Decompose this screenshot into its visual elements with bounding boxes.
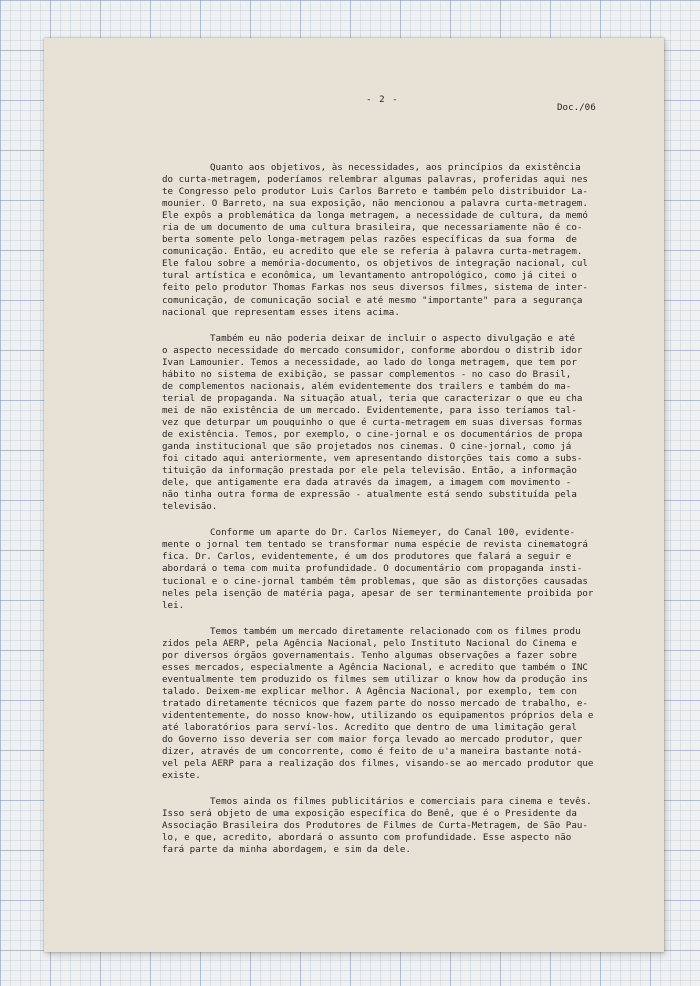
text-line: até laboratórios para serví-los. Acredito que dentro de uma limitação geral [162,722,577,734]
text-line: zidos pela AERP, pela Agência Nacional, pelo Instituto Nacional do Cinema e [162,637,577,649]
text-line: de existência. Temos, por exemplo, o cine-jornal e os documentários de propa [162,428,583,440]
text-line: televisão. [162,501,218,513]
text-line: neles pela isenção de matéria paga, apesar de ser terminantemente proibida por [162,587,594,599]
text-line: tituição da informação prestada por ele pela televisão. Então, a informação [162,465,577,477]
text-line: tural artística e econômica, um levantamento antropológico, como já citei o [162,270,577,282]
document-body [162,162,682,870]
text-line: vel pela AERP para a realização dos filmes, visando-se ao mercado produtor que [162,758,594,770]
paragraph-4 [162,626,682,783]
page-number: - 2 - [366,94,399,105]
document-reference: Doc./06 [557,102,596,113]
text-line: Também eu não poderia deixar de incluir o aspecto divulgação e até [210,332,576,344]
text-line: talado. Deixem-me explicar melhor. A Agência Nacional, por exemplo, tem con [162,685,577,697]
text-line: não tinha outra forma de expressão - atualmente está sendo substituída pela [162,489,577,501]
text-line: Temos ainda os filmes publicitários e comerciais para cinema e tevês. [210,796,592,808]
text-line: por diversos órgãos governamentais. Tenho algumas observações a fazer sobre [162,649,577,661]
text-line: hábito no sistema de exibição, se passar complementos - no caso do Brasil, [162,368,572,380]
text-line: vidententemente, do nosso know-how, utilizando os equipamentos próprios dela e [162,709,594,721]
text-line: do curta-metragem, poderíamos relembrar algumas palavras, proferidas aqui nes [162,174,588,186]
text-line: dizer, através de um concorrente, como é feito de u'a maneira bastante notá- [162,746,583,758]
text-line: Ivan Lamounier. Temos a necessidade, ao lado do longa metragem, que tem por [162,356,577,368]
document-page [44,38,664,952]
text-line: do Governo isso deveria ser com maior força levado ao mercado produtor, quer [162,734,583,746]
text-line: ganda institucional que são projetados nos cinemas. O cine-jornal, como já [162,441,572,453]
paragraph-2 [162,333,682,514]
text-line: Associação Brasileira dos Produtores de Filmes de Curta-Metragem, de São Pau- [162,820,588,832]
text-line: tratado diretamente técnicos que fazem parte do nosso mercado de trabalho, e- [162,697,588,709]
text-line: berta somente pelo longa-metragem pelas razões específicas da sua forma de [162,234,577,246]
text-line: mei de não existência de um mercado. Evidentemente, para isso teríamos tal- [162,404,577,416]
text-line: comunicação, de comunicação social e até mesmo "importante" para a segurança [162,294,583,306]
text-line: eventualmente tem produzido os filmes sem utilizar o know how da produção ins [162,673,588,685]
text-line: Temos também um mercado diretamente relacionado com os filmes produ [210,625,581,637]
text-line: mente o jornal tem tentado se transformar numa espécie de revista cinematográ [162,539,588,551]
text-line: nacional que representam esses itens acima. [162,306,400,318]
text-line: comunicação. Então, eu acredito que ele se referia à palavra curta-metragem. [162,246,583,258]
text-line: Quanto aos objetivos, às necessidades, aos princípios da existência [210,162,581,173]
text-line: feito pelo produtor Thomas Farkas nos seus diversos filmes, sistema de inter- [162,282,588,294]
text-line: esses mercados, especialmente a Agência Nacional, e acredito que também o INC [162,661,588,673]
text-line: te Congresso pelo produtor Luis Carlos Barreto e também pelo distribuidor La- [162,186,588,198]
text-line: Ele falou sobre a memória-documento, os objetivos de integração nacional, cul [162,258,588,270]
text-line: o aspecto necessidade do mercado consumidor, conforme abordou o distrib idor [162,344,583,356]
text-line: fará parte da minha abordagem, e sim da dele. [162,844,411,856]
text-line: vez que deturpar um pouquinho o que é curta-metragem em suas diversas formas [162,416,583,428]
text-line: ria de um documento de uma cultura brasileira, que necessariamente não é co- [162,222,583,234]
text-line: Ele expôs a problemática da longa metragem, a necessidade de cultura, da memó [162,210,588,222]
paragraph-1 [162,162,682,319]
text-line: lo, e que, acredito, abordará o assunto com profundidade. Esse aspecto não [162,832,572,844]
text-line: fica. Dr. Carlos, evidentemente, é um dos produtores que falará a seguir e [162,551,572,563]
paragraph-5 [162,796,682,856]
text-line: existe. [162,770,201,782]
paragraph-3 [162,527,682,611]
text-line: foi citado aqui anteriormente, vem apresentando distorções tais como a subs- [162,453,583,465]
text-line: mounier. O Barreto, na sua exposição, não mencionou a palavra curta-metragem. [162,198,588,210]
text-line: de complementos nacionais, além evidentemente dos trailers e também do ma- [162,380,572,392]
text-line: abordará o tema com muita profundidade. O documentário com propaganda insti- [162,563,583,575]
text-line: Isso será objeto de uma exposição específica do Benê, que é o Presidente da [162,808,577,820]
text-line: dele, que antigamente era dada através da imagem, a imagem com movimento - [162,477,572,489]
text-line: tucional e o cine-jornal também têm problemas, que são as distorções causadas [162,575,588,587]
text-line: Conforme um aparte do Dr. Carlos Niemeyer, do Canal 100, evidente- [210,527,576,539]
text-line: terial de propaganda. Na situação atual, teria que caracterizar o que eu cha [162,392,583,404]
text-line: lei. [162,599,185,611]
